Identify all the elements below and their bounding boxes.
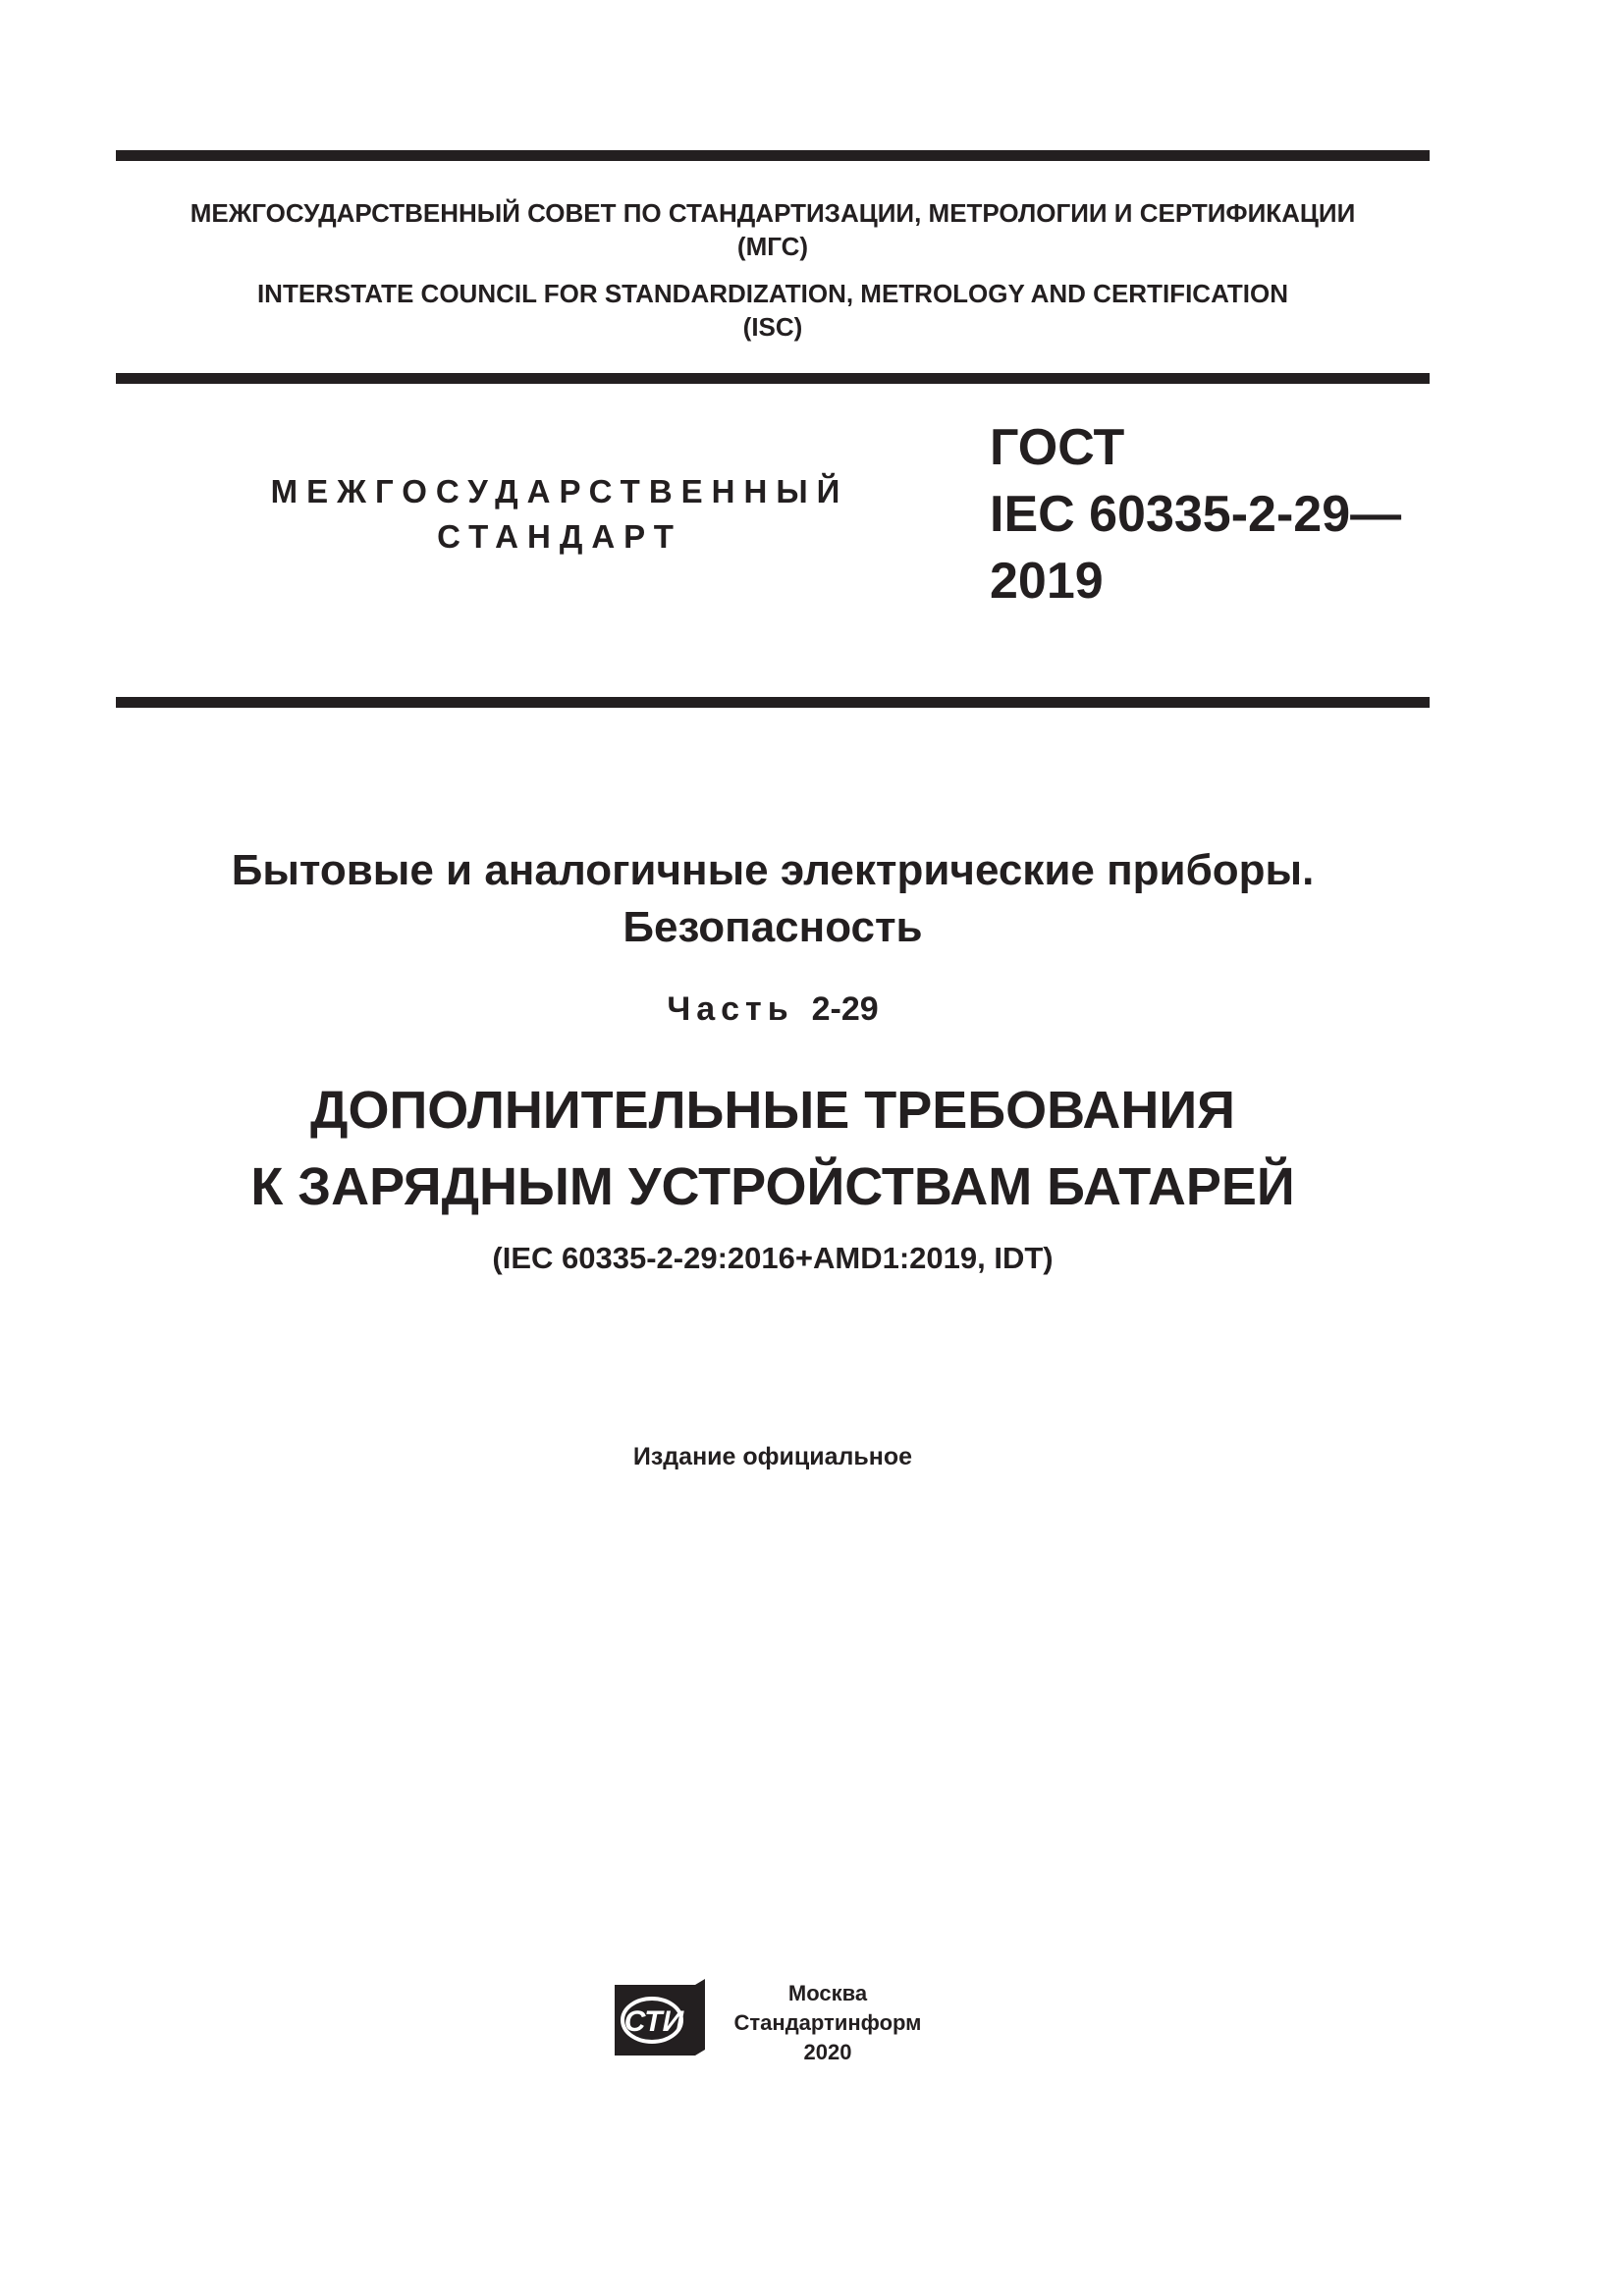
standard-type-label [216, 469, 903, 560]
designation-line1: ГОСТ [990, 419, 1125, 476]
council-name-en-text: INTERSTATE COUNCIL FOR STANDARDIZATION, METROLOGY AND CERTIFICATION [256, 279, 1289, 308]
title-divider [116, 697, 1430, 708]
standartinform-logo-icon [611, 1979, 709, 2061]
publisher-city: Москва [787, 1981, 868, 2005]
council-name-ru-text: МЕЖГОСУДАРСТВЕННЫЙ СОВЕТ ПО СТАНДАРТИЗАЦИИ, МЕТРОЛОГИИ И СЕРТИФИКАЦИИ [189, 198, 1356, 228]
publisher-block [609, 1973, 943, 2081]
council-name-en [116, 277, 1430, 344]
standard-type-line2: СТАНДАРТ [437, 518, 682, 555]
publisher-name: Стандартинформ [733, 2010, 922, 2035]
title-line1: Бытовые и аналогичные электрические приборы. [231, 846, 1315, 894]
document-subtitle [116, 1072, 1430, 1225]
part-word: Часть [667, 990, 794, 1028]
title-line2: Безопасность [623, 903, 923, 951]
document-title [116, 842, 1430, 956]
designation-line2: IEC 60335-2-29— [990, 486, 1402, 543]
subtitle-line1: ДОПОЛНИТЕЛЬНЫЕ ТРЕБОВАНИЯ [310, 1081, 1235, 1140]
iec-reference: (IEC 60335-2-29:2016+AMD1:2019, IDT) [492, 1241, 1054, 1275]
part-number: 2-29 [811, 990, 879, 1028]
council-abbr-en: (ISC) [742, 312, 803, 342]
publisher-year: 2020 [803, 2040, 852, 2064]
standard-type-line1: МЕЖГОСУДАРСТВЕННЫЙ [270, 473, 849, 509]
publisher-info [725, 1979, 931, 2067]
top-divider [116, 150, 1430, 161]
council-name-ru [116, 196, 1430, 263]
edition-label: Издание официальное [632, 1443, 913, 1470]
subtitle-line2: К ЗАРЯДНЫМ УСТРОЙСТВАМ БАТАРЕЙ [250, 1157, 1295, 1216]
designation-line3: 2019 [990, 553, 1104, 610]
council-abbr-ru: (МГС) [736, 232, 809, 261]
header-divider [116, 373, 1430, 384]
standard-designation [990, 414, 1401, 614]
part-label [116, 988, 1430, 1031]
logo-lettering: СТИ [623, 2005, 684, 2038]
